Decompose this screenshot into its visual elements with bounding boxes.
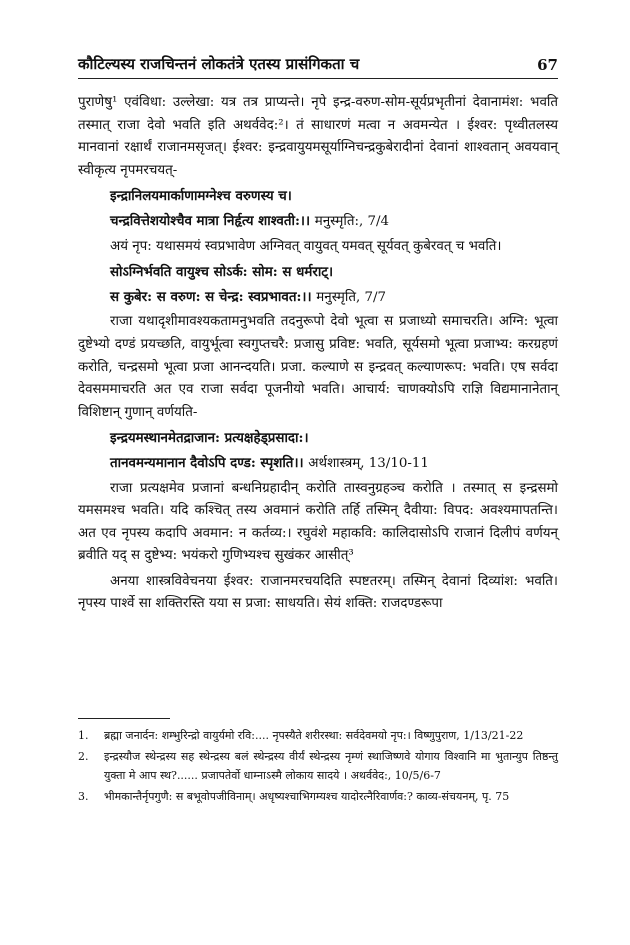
running-header (78, 44, 558, 74)
verse-text: इन्द्रयमस्थानमेतद्राजान: प्रत्यक्षहेड्प्रसादा:। (110, 430, 309, 447)
verse-text: सोऽग्निर्भवति वायुश्च सोऽर्क: सोम: स धर्मराट्। (110, 264, 334, 281)
verse-reference: मनुस्मृति:, 7/4 (314, 213, 390, 229)
footnote-text: भीमकान्तैर्नृपगुणै: स बभूवोपजीविनाम्। अधृष्यश्चाभिगम्यश्च यादोरत्नैरिवार्णव:? काव्य-संचयनम्, पृ. 75 (104, 790, 510, 803)
footnote-rule (78, 718, 170, 719)
footnote-number: 1. (78, 729, 89, 742)
footnote (78, 787, 558, 806)
paragraph: अनया शास्त्रविवेचनया ईश्वर: राजानमरचयदिति स्पष्टतरम्। तस्मिन् देवानां दिव्यांश: भवति। नृपस्य पार्श्वे सा शक्तिरस्ति यया स प्रजा: साधयति। सेयं शक्ति: राजदण्डरूपा (78, 573, 558, 612)
header-title: कौटिल्यस्य राजचिन्तनं लोकतंत्रे एतस्य प्रासंगिकता च (78, 55, 360, 73)
footnote-text: इन्द्रस्यौज स्थेन्द्रस्य सह स्थेन्द्रस्य बलं स्थेन्द्रस्य वीर्यं स्थेन्द्रस्य नृम्णं स्थाजिष्णवे योगाय विश्वानि मा भुतान्युप तिष्ठन्तु युक्ता मे आप स्थ?...... प्रजापतेर्वो धाम्नाऽस्मै लोकाय सादये । अथर्ववेद:, 10/5/6-7 (104, 750, 558, 782)
verse-line (110, 286, 558, 310)
paragraph: पुराणेषु¹ एवंविधा: उल्लेखा: यत्र तत्र प्राप्यन्ते। नृपे इन्द्र-वरुण-सोम-सूर्यप्रभृतीनां देवानामंश: भवति तस्मात् राजा देवो भवति इति अथर्ववेद:²। तं साधारणं मत्वा न अवमन्येत । ईश्वर: पृथ्वीतलस्य मानवानां रक्षार्थं राजानमसृजत्। ईश्वर: इन्द्रवायुयमसूर्याग्निचन्द्रकुबेरादीनां देवानां शाश्वतान् अवयवान् स्वीकृत्य नृपमरचयत्- (78, 95, 558, 178)
paragraph: राजा प्रत्यक्षमेव प्रजानां बन्धनिग्रहादीन् करोति तास्वनुग्रहञ्च करोति । तस्मात् स इन्द्रसमो यमसमश्च भवति। यदि कश्चित् तस्य अवमानं करोति तर्हि तस्मिन् दैवीया: विपद: अवश्यमापतन्ति। अत एव नृपस्य कदापि अवमान: न कर्तव्य:। रघुवंशे महाकवि: कालिदासोऽपि राजानं दिलीपं वर्णयन् ब्रवीति यद् स दुष्टेभ्य: भयंकरो गुणिभ्यश्च सुखंकर आसीत्³ (78, 480, 558, 564)
verse-text: स कुबेर: स वरुण: स चेन्द्र: स्वप्रभावत:।। (110, 288, 312, 305)
verse-line (110, 261, 558, 284)
verse-reference: मनुस्मृति, 7/7 (316, 289, 387, 305)
footnote-text: ब्रह्मा जनार्दन: शम्भुरिन्द्रो वायुर्यमो रवि:.... नृपस्यैते शरीरस्था: सर्वदेवमयो नृप:। विष्णुपुराण, 1/13/21-22 (104, 729, 524, 742)
header-rule (78, 78, 558, 79)
verse-line (110, 427, 558, 450)
paragraph: राजा यथादृशीमावश्यकतामनुभवति तदनुरूपो देवो भूत्वा स प्रजाध्यो समाचरति। अग्नि: भूत्वा दुष्टेभ्यो दण्डं प्रयच्छति, वायुर्भूत्वा स्वगुप्तचरै: प्रजासु प्रविष्ट: भवति, सूर्यसमो भूत्वा प्रजाभ्य: करग्रहणं करोति, चन्द्रसमो भूत्वा प्रजा आनन्दयति। प्रजा. कल्याणे स इन्द्रवत् कल्याणरूप: भवति। एष सर्वदा देवसममाचरति अत एव राजा सर्वदा पूजनीयो भवति। आचार्य: चाणक्योऽपि राज्ञि विद्यमानानेतान् विशिष्टान् गुणान् वर्णयति- (78, 314, 558, 420)
footnotes (78, 726, 558, 808)
page-number: 67 (537, 56, 558, 74)
verse-line (110, 210, 558, 234)
verse-text: इन्द्रानिलयमार्काणामग्नेश्च वरुणस्य च। (110, 188, 292, 205)
verse-line (110, 452, 558, 476)
paragraph: अयं नृप: यथासमयं स्वप्रभावेण अग्निवत् वायुवत् यमवत् सूर्यवत् कुबेरवत् च भवति। (110, 238, 502, 254)
footnote (78, 726, 558, 745)
verse-reference: अर्थशास्त्रम्, 13/10-11 (308, 455, 429, 471)
verse-line (110, 185, 558, 208)
footnote (78, 747, 558, 785)
footnote-number: 2. (78, 750, 89, 763)
verse-text: तानवमन्यमानान दैवोऽपि दण्ड: स्पृशति।। (110, 454, 304, 471)
body-text (78, 92, 558, 619)
verse-text: चन्द्रवित्तेशयोश्चैव मात्रा निर्हृत्य शाश्वती:।। (110, 212, 311, 229)
footnote-number: 3. (78, 790, 89, 803)
